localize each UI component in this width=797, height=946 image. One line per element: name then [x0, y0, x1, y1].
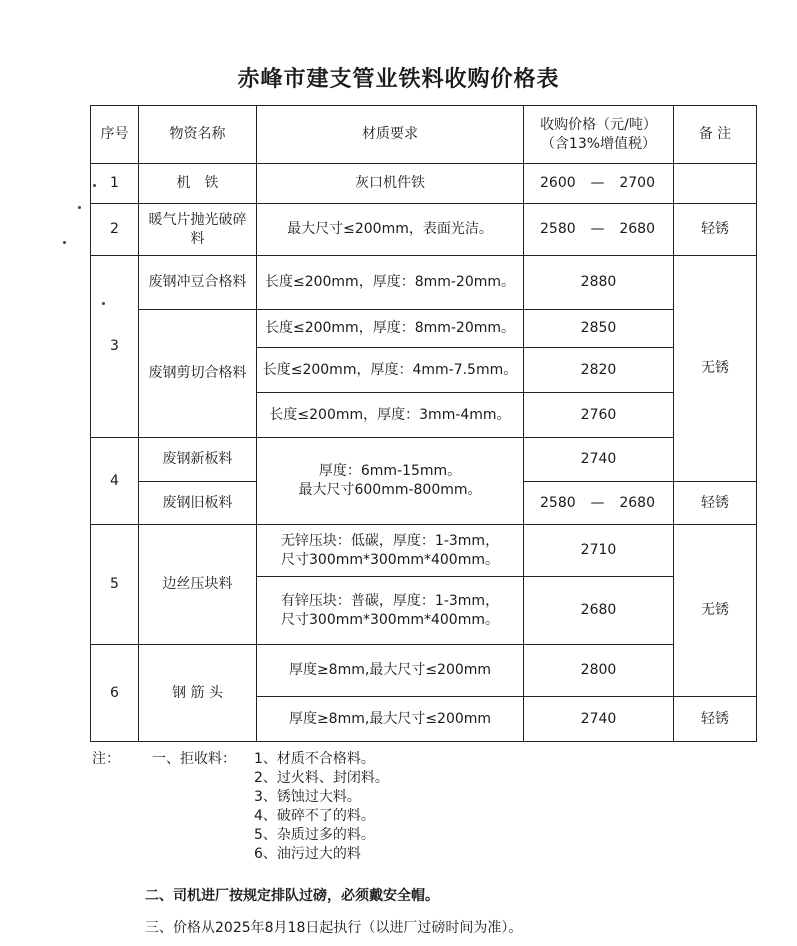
header-remark: 备 注 — [674, 106, 757, 164]
table-row — [91, 525, 757, 577]
header-price-line2: （含13%增值税） — [540, 135, 657, 152]
remark: 轻锈 — [674, 697, 757, 742]
notes-section3: 三、价格从2025年8月18日起执行（以进厂过磅时间为准）。 — [145, 920, 523, 936]
row-no: 2 — [91, 204, 139, 256]
material-name: 暖气片抛光破碎料 — [139, 204, 257, 256]
row-no: 6 — [91, 645, 139, 742]
table-row — [91, 645, 757, 697]
row-no: 1 — [91, 164, 139, 204]
material-spec-line: 尺寸300mm*300mm*400mm。 — [281, 611, 499, 628]
table-row — [91, 204, 757, 256]
scan-speck — [102, 302, 105, 305]
price-value: 2880 — [524, 256, 674, 310]
table-header-row — [91, 106, 757, 164]
price-low: 2600 — [540, 175, 576, 191]
remark: 轻锈 — [674, 482, 757, 525]
price-value: 2740 — [524, 438, 674, 482]
material-spec-line: 最大尺寸600mm-800mm。 — [298, 482, 482, 498]
header-spec: 材质要求 — [257, 106, 524, 164]
table-row — [91, 164, 757, 204]
material-spec — [257, 525, 524, 577]
row-no: 4 — [91, 438, 139, 525]
material-name: 废钢新板料 — [139, 438, 257, 482]
page-title: 赤峰市建支管业铁料收购价格表 — [237, 66, 560, 92]
material-name: 废钢冲豆合格料 — [139, 256, 257, 310]
material-spec: 长度≤200mm，厚度：3mm-4mm。 — [257, 393, 524, 438]
material-name: 废钢剪切合格料 — [139, 310, 257, 438]
list-item: 6、油污过大的料 — [254, 846, 361, 862]
scan-speck — [78, 206, 81, 209]
price-dash: — — [590, 221, 605, 237]
material-spec: 灰口机件铁 — [257, 164, 524, 204]
header-price-line1: 收购价格（元/吨） — [540, 116, 657, 133]
notes-section2: 二、司机进厂按规定排队过磅，必须戴安全帽。 — [145, 888, 439, 904]
price-range — [524, 164, 674, 204]
remark: 无锈 — [674, 256, 757, 482]
price-low: 2580 — [540, 494, 576, 511]
notes-section1-head: 一、拒收料： — [152, 751, 236, 767]
table-row — [91, 438, 757, 482]
material-name: 机 铁 — [139, 164, 257, 204]
material-name: 边丝压块料 — [139, 525, 257, 645]
material-spec: 长度≤200mm，厚度：4mm-7.5mm。 — [257, 348, 524, 393]
price-value: 2800 — [524, 645, 674, 697]
price-table — [90, 105, 757, 742]
row-no: 5 — [91, 525, 139, 645]
price-low: 2580 — [540, 221, 576, 237]
material-spec — [257, 577, 524, 645]
list-item: 5、杂质过多的料。 — [254, 827, 375, 843]
material-spec-line: 尺寸300mm*300mm*400mm。 — [281, 551, 499, 568]
list-item: 4、破碎不了的料。 — [254, 808, 375, 824]
price-value: 2710 — [524, 525, 674, 577]
remark: 轻锈 — [674, 204, 757, 256]
price-high: 2680 — [619, 494, 655, 511]
material-spec-line: 无锌压块：低碳，厚度：1-3mm， — [280, 532, 500, 549]
price-range — [524, 204, 674, 256]
price-high: 2680 — [619, 221, 655, 237]
price-range — [524, 482, 674, 525]
list-item: 2、过火料、封闭料。 — [254, 770, 389, 786]
row-no: 3 — [91, 256, 139, 438]
price-dash: — — [590, 494, 605, 511]
material-spec — [257, 438, 524, 525]
material-spec: 最大尺寸≤200mm，表面光洁。 — [257, 204, 524, 256]
notes-label: 注： — [92, 751, 120, 767]
list-item: 1、材质不合格料。 — [254, 751, 375, 767]
header-price — [524, 106, 674, 164]
scan-speck — [63, 241, 66, 244]
remark — [674, 164, 757, 204]
material-spec-line: 厚度：6mm-15mm。 — [318, 463, 462, 479]
table-row — [91, 310, 757, 348]
price-dash: — — [590, 175, 605, 191]
material-name: 钢 筋 头 — [139, 645, 257, 742]
price-value: 2740 — [524, 697, 674, 742]
material-spec-line: 有锌压块：普碳，厚度：1-3mm， — [280, 592, 500, 609]
header-no: 序号 — [91, 106, 139, 164]
price-value: 2820 — [524, 348, 674, 393]
material-name: 废钢旧板料 — [139, 482, 257, 525]
header-name: 物资名称 — [139, 106, 257, 164]
price-high: 2700 — [619, 175, 655, 191]
material-spec: 长度≤200mm，厚度：8mm-20mm。 — [257, 256, 524, 310]
list-item: 3、锈蚀过大料。 — [254, 789, 361, 805]
material-spec: 厚度≥8mm,最大尺寸≤200mm — [257, 645, 524, 697]
scan-speck — [93, 184, 96, 187]
table-row — [91, 256, 757, 310]
price-value: 2850 — [524, 310, 674, 348]
remark: 无锈 — [674, 525, 757, 697]
price-value: 2680 — [524, 577, 674, 645]
material-spec: 厚度≥8mm,最大尺寸≤200mm — [257, 697, 524, 742]
material-spec: 长度≤200mm，厚度：8mm-20mm。 — [257, 310, 524, 348]
price-value: 2760 — [524, 393, 674, 438]
notes-reject-list — [254, 750, 504, 864]
